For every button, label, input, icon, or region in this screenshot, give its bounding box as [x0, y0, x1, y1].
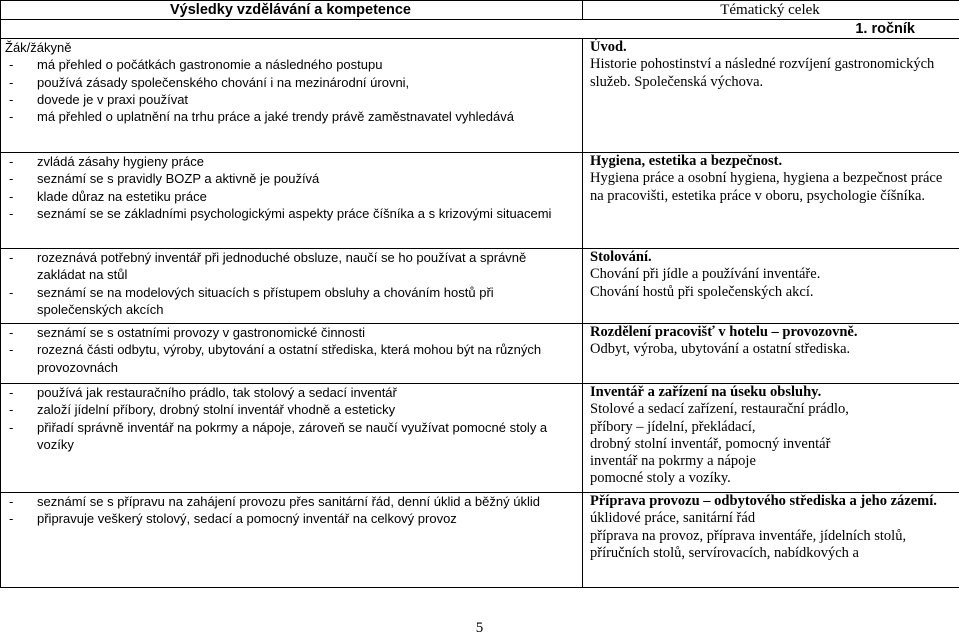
list-item: - založí jídelní příbory, drobný stolní inventář vhodně a esteticky [5, 401, 576, 418]
topic-title: Příprava provozu – odbytového střediska a jeho zázemí. [590, 493, 937, 509]
year-row [1, 20, 959, 39]
list-item: - přiřadí správně inventář na pokrmy a nápoje, zároveň se naučí využívat pomocné stoly a vozíky [5, 419, 576, 454]
list-item: - seznámí se s přípravu na zahájení provozu přes sanitární řád, denní úklid a běžný úklid [5, 493, 576, 510]
list-item: - zvládá zásahy hygieny práce [5, 153, 576, 170]
table-row [1, 153, 959, 249]
topic-line: pomocné stoly a vozíky. [590, 470, 731, 487]
topic-title: Stolování. [590, 249, 652, 265]
topic-line: drobný stolní inventář, pomocný inventář [590, 435, 831, 452]
outcomes-cell [1, 249, 583, 324]
list-item: - seznámí se na modelových situacích s přístupem obsluhy a chováním hostů při společenských akcích [5, 284, 576, 319]
table-row [1, 324, 959, 384]
list-item: - seznámí se s pravidly BOZP a aktivně je používá [5, 170, 576, 187]
outcomes-cell [1, 39, 583, 153]
topic-line: Chování hostů při společenských akcí. [590, 283, 814, 300]
topic-line: příbory – jídelní, překládací, [590, 418, 756, 435]
topic-line: Chování při jídle a používání inventáře. [590, 266, 821, 283]
topic-cell [583, 493, 959, 588]
header-outcomes: Výsledky vzdělávání a kompetence [1, 1, 583, 20]
list-item: - rozeznává potřebný inventář při jednoduché obsluze, naučí se ho používat a správně zakládat na stůl [5, 249, 576, 284]
topic-cell [583, 249, 959, 324]
topic-line: Historie pohostinství a následné rozvíjení gastronomických služeb. Společenská výchova. [590, 56, 935, 90]
outcomes-cell [1, 384, 583, 493]
page-number: 5 [475, 620, 484, 636]
year-label: 1. ročník [1, 20, 959, 39]
list-item: - připravuje veškerý stolový, sedací a pomocný inventář na celkový provoz [5, 510, 576, 527]
topic-cell [583, 39, 959, 153]
topic-line: Stolové a sedací zařízení, restaurační prádlo, [590, 401, 849, 418]
table-header-row [1, 1, 959, 20]
topic-line: úklidové práce, sanitární řád [590, 510, 756, 527]
list-item: - používá zásady společenského chování i na mezinárodní úrovni, [5, 74, 576, 91]
list-item: - má přehled o uplatnění na trhu práce a jaké trendy právě zaměstnavatel vyhledává [5, 108, 576, 125]
topic-line: příprava na provoz, příprava inventáře, jídelních stolů, příručních stolů, servírovacích, nabídkových a [590, 527, 907, 561]
topic-cell [583, 384, 959, 493]
topic-title: Hygiena, estetika a bezpečnost. [590, 153, 783, 169]
topic-cell [583, 153, 959, 249]
topic-title: Rozdělení pracovišť v hotelu – provozovně. [590, 324, 858, 340]
list-item: - rozezná části odbytu, výroby, ubytování a ostatní střediska, která mohou být na různých provozovnách [5, 341, 576, 376]
outcomes-cell [1, 493, 583, 588]
table-row [1, 384, 959, 493]
table-row [1, 39, 959, 153]
list-item: - seznámí se se základními psychologickými aspekty práce číšníka a s krizovými situacemi [5, 205, 576, 222]
topic-line: Hygiena práce a osobní hygiena, hygiena a bezpečnost práce na pracovišti, estetika práce v oboru, psychologie číšníka. [590, 170, 943, 204]
header-topic: Tématický celek [583, 1, 959, 20]
table-row [1, 249, 959, 324]
list-item: - seznámí se s ostatními provozy v gastronomické činnosti [5, 324, 576, 341]
topic-line: Odbyt, výroba, ubytování a ostatní střediska. [590, 341, 851, 358]
table-row [1, 493, 959, 588]
list-item: - dovede je v praxi používat [5, 91, 576, 108]
topic-title: Inventář a zařízení na úseku obsluhy. [590, 384, 822, 400]
pupil-label: Žák/žákyně [5, 40, 72, 55]
outcomes-cell [1, 324, 583, 384]
list-item: - používá jak restauračního prádlo, tak stolový a sedací inventář [5, 384, 576, 401]
list-item: - má přehled o počátkách gastronomie a následného postupu [5, 56, 576, 73]
outcomes-cell [1, 153, 583, 249]
list-item: - klade důraz na estetiku práce [5, 188, 576, 205]
topic-title: Úvod. [590, 39, 627, 55]
topic-cell [583, 324, 959, 384]
topic-line: inventář na pokrmy a nápoje [590, 453, 756, 470]
